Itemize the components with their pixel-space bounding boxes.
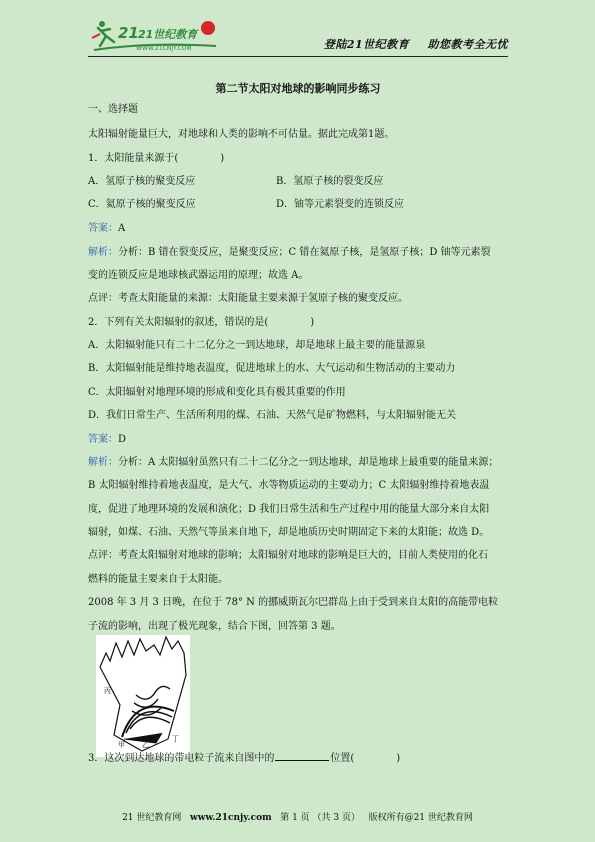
figure-label-jia: 甲: [118, 741, 125, 749]
question-1-stem: 1．太阳能量来源于( ): [88, 153, 225, 164]
q2-comment: 点评：考查太阳辐射对地球的影响；太阳辐射对地球的影响是巨大的，目前人类使用的化石: [88, 550, 488, 561]
q1-option-a: A．氢原子核的聚变反应: [88, 176, 196, 187]
footer-site: 21 世纪教育网: [122, 813, 182, 823]
tagline-left: 登陆21世纪教育: [323, 38, 410, 51]
svg-text:WWW.21CNJY.COM: WWW.21CNJY.COM: [136, 45, 192, 52]
q1-comment: 点评：考查太阳能量的来源：太阳能量主要来源于氢原子核的聚变反应。: [88, 293, 408, 304]
intro-text-3-cont: 子流的影响，出现了极光现象，结合下图，回答第 3 题。: [88, 621, 341, 632]
q1-explanation-cont: 变的连锁反应是地球核武器运用的原理；故选 A。: [88, 270, 309, 281]
q1-option-c: C．氦原子核的聚变反应: [88, 199, 196, 210]
logo-graphic: [88, 16, 228, 54]
footer-page-number: 第 1 页 （共 3 页）: [280, 813, 360, 823]
svg-text:21: 21: [118, 24, 139, 42]
footer-url[interactable]: www.21cnjy.com: [190, 813, 272, 823]
q1-explanation: 解析：分析：B 错在裂变反应，是聚变反应；C 错在氦原子核，是氢原子核；D 铀等元素裂: [88, 247, 491, 258]
figure-label-bing: 丙: [104, 687, 111, 695]
q2-explanation-cont-3: 辐射，如煤、石油、天然气等虽来自地下，却是地质历史时期固定下来的太阳能；故选 D。: [88, 527, 490, 538]
q1-option-d: D．铀等元素裂变的连锁反应: [276, 199, 405, 210]
footer-rights: 版权所有@21 世纪教育网: [368, 813, 473, 823]
figure-label-yi: 乙: [142, 741, 149, 749]
q1-option-b: B．氢原子核的裂变反应: [276, 176, 384, 187]
q2-option-b: B．太阳辐射能是维持地表温度，促进地球上的水、大气运动和生物活动的主要动力: [88, 363, 456, 374]
tagline-right: 助您教考全无忧: [427, 38, 508, 51]
q1-answer: 答案：A: [88, 223, 126, 234]
q2-comment-cont: 燃料的能量主要来自于太阳能。: [88, 574, 228, 585]
section-heading: 一、选择题: [88, 104, 138, 115]
q2-explanation-cont-2: 度，促进了地理环境的发展和演化；D 我们日常生活和生产过程中用的能量大部分来自太阳: [88, 504, 490, 515]
site-logo[interactable]: [88, 16, 228, 54]
q2-explanation: 解析：分析：A 太阳辐射虽然只有二十二亿分之一到达地球，却是地球上最重要的能量来源；: [88, 457, 499, 468]
question-3-stem: 3．这次到达地球的带电粒子流来自图中的 位置( ): [88, 753, 401, 764]
q2-option-a: A．太阳辐射能只有二十二亿分之一到达地球，却是地球上最主要的能量源泉: [88, 340, 426, 351]
q2-option-d: D．我们日常生产、生活所利用的煤、石油、天然气是矿物燃料，与太阳辐射能无关: [88, 410, 457, 421]
answer-blank[interactable]: [275, 752, 329, 761]
aurora-diagram: [96, 635, 190, 757]
page-footer: [0, 810, 595, 823]
q2-explanation-cont-1: B 太阳辐射维持着地表温度，是大气、水等物质运动的主要动力；C 太阳辐射维持着地表温: [88, 480, 490, 491]
intro-text-1: 太阳辐射能量巨大，对地球和人类的影响不可估量。据此完成第1题。: [88, 129, 395, 140]
q2-answer: 答案：D: [88, 434, 127, 445]
header-tagline: [310, 36, 508, 52]
q2-option-c: C．太阳辐射对地理环境的形成和变化具有极其重要的作用: [88, 387, 346, 398]
logo-text: 21世纪教育: [138, 28, 198, 41]
intro-text-3: 2008 年 3 月 3 日晚，在位于 78° N 的挪威斯瓦尔巴群岛上由于受到来自太阳的高能带电粒: [88, 597, 499, 608]
figure-label-ding: 丁: [172, 735, 179, 743]
page-header: [88, 16, 508, 57]
page-title: 第二节太阳对地球的影响同步练习: [215, 82, 381, 95]
question-2-stem: 2．下列有关太阳辐射的叙述，错误的是( ): [88, 317, 315, 328]
